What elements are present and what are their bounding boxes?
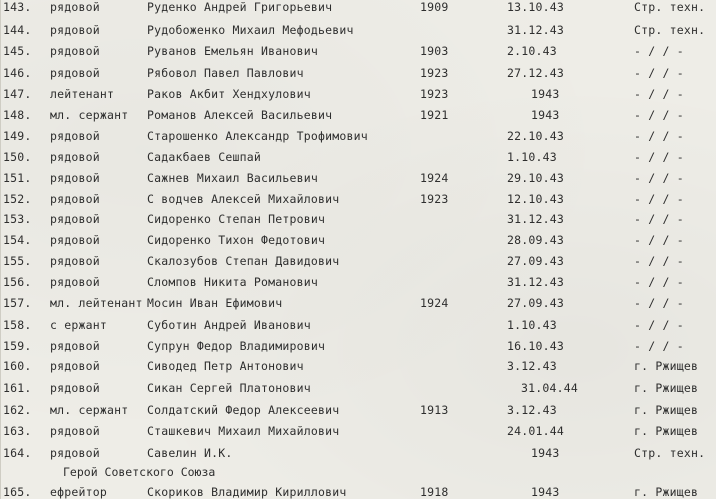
burial-place: - / / - [634,171,684,185]
full-name: Сикан Сергей Платонович [147,381,311,395]
military-rank: рядовой [50,0,100,14]
burial-place: - / / - [634,212,684,226]
table-row [0,443,716,463]
military-rank: мл. сержант [50,403,129,417]
burial-place: г. Ржищев [634,359,699,373]
full-name: Сажнев Михаил Васильевич [147,171,318,185]
death-date: 1943 [531,87,560,101]
death-date: 31.12.43 [507,23,564,37]
table-row [0,356,716,376]
row-number: 152. [3,192,32,206]
hero-note: Герой Советского Союза [63,465,216,479]
birth-year: 1923 [420,66,449,80]
military-rank: рядовой [50,212,100,226]
row-number: 161. [3,381,32,395]
birth-year: 1923 [420,87,449,101]
military-rank: ефрейтор [50,485,107,499]
full-name: Солдатский Федор Алексеевич [147,403,340,417]
burial-place: г. Ржищев [634,485,699,499]
table-row [0,315,716,335]
military-rank: рядовой [50,150,100,164]
row-number: 159. [3,339,32,353]
military-rank: рядовой [50,129,100,143]
burial-place: - / / - [634,150,684,164]
burial-place: г. Ржищев [634,381,699,395]
table-row [0,189,716,209]
military-rank: рядовой [50,233,100,247]
row-number: 154. [3,233,32,247]
death-date: 1943 [531,108,560,122]
death-date: 3.12.43 [507,403,557,417]
military-rank: рядовой [50,44,100,58]
full-name: Руденко Андрей Григорьевич [147,0,333,14]
full-name: Садакбаев Сешпай [147,150,261,164]
full-name: Сидоренко Тихон Федотович [147,233,326,247]
table-row [0,20,716,40]
row-number: 155. [3,254,32,268]
military-rank: рядовой [50,424,100,438]
full-name: Рудобоженко Михаил Мефодьевич [147,23,354,37]
full-name: Сиводед Петр Антонович [147,359,304,373]
full-name: Раков Акбит Хендхулович [147,87,311,101]
table-row [0,400,716,420]
death-date: 29.10.43 [507,171,564,185]
full-name: Супрун Федор Владимирович [147,339,326,353]
burial-place: - / / - [634,129,684,143]
military-rank: мл. сержант [50,108,129,122]
burial-place: Стр. техн. [634,23,706,37]
table-row [0,63,716,83]
death-date: 3.12.43 [507,359,557,373]
military-rank: рядовой [50,171,100,185]
full-name: Сташкевич Михаил Михайлович [147,424,340,438]
death-date: 31.12.43 [507,275,564,289]
death-date: 27.12.43 [507,66,564,80]
table-row [0,168,716,188]
military-rank: рядовой [50,23,100,37]
table-row [0,482,716,499]
full-name: Скориков Владимир Кириллович [147,485,347,499]
birth-year: 1923 [420,192,449,206]
burial-place: - / / - [634,254,684,268]
burial-place: - / / - [634,339,684,353]
row-number: 164. [3,446,32,460]
table-row [0,147,716,167]
full-name: Романов Алексей Васильевич [147,108,333,122]
table-row [0,272,716,292]
death-date: 31.12.43 [507,212,564,226]
burial-place: Стр. техн. [634,0,706,14]
birth-year: 1913 [420,403,449,417]
birth-year: 1918 [420,485,449,499]
row-number: 146. [3,66,32,80]
table-row [0,0,716,17]
full-name: Старошенко Александр Трофимович [147,129,368,143]
row-number: 156. [3,275,32,289]
burial-place: - / / - [634,318,684,332]
row-number: 150. [3,150,32,164]
burial-place: г. Ржищев [634,403,699,417]
death-date: 1943 [531,446,560,460]
military-rank: рядовой [50,275,100,289]
burial-place: Стр. техн. [634,446,706,460]
death-date: 22.10.43 [507,129,564,143]
birth-year: 1924 [420,171,449,185]
death-date: 1943 [531,485,560,499]
table-row [0,105,716,125]
death-date: 2.10.43 [507,44,557,58]
table-row [0,209,716,229]
table-row [0,293,716,313]
military-rank: рядовой [50,192,100,206]
table-row [0,84,716,104]
row-number: 157. [3,296,32,310]
burial-place: - / / - [634,275,684,289]
full-name: Мосин Иван Ефимович [147,296,283,310]
military-rank: с ержант [50,318,107,332]
burial-place: - / / - [634,66,684,80]
row-number: 158. [3,318,32,332]
death-date: 27.09.43 [507,254,564,268]
row-number: 165. [3,485,32,499]
military-rank: рядовой [50,381,100,395]
burial-place: - / / - [634,192,684,206]
row-number: 147. [3,87,32,101]
military-rank: рядовой [50,446,100,460]
death-date: 31.04.44 [521,381,578,395]
row-number: 162. [3,403,32,417]
death-date: 13.10.43 [507,0,564,14]
full-name: Савелин И.К. [147,446,233,460]
full-name: Скалозубов Степан Давидович [147,254,340,268]
death-date: 1.10.43 [507,318,557,332]
birth-year: 1903 [420,44,449,58]
row-number: 151. [3,171,32,185]
row-number: 145. [3,44,32,58]
death-date: 24.01.44 [507,424,564,438]
row-number: 148. [3,108,32,122]
military-rank: рядовой [50,254,100,268]
table-row [0,421,716,441]
table-row [0,336,716,356]
burial-place: - / / - [634,233,684,247]
row-number: 143. [3,0,32,14]
row-number: 153. [3,212,32,226]
military-rank: рядовой [50,66,100,80]
burial-place: - / / - [634,296,684,310]
full-name: Суботин Андрей Иванович [147,318,311,332]
full-name: Руванов Емельян Иванович [147,44,318,58]
birth-year: 1921 [420,108,449,122]
burial-place: - / / - [634,87,684,101]
military-rank: лейтенант [50,87,115,101]
table-row [0,230,716,250]
row-number: 160. [3,359,32,373]
death-date: 27.09.43 [507,296,564,310]
table-row [0,378,716,398]
burial-place: - / / - [634,108,684,122]
full-name: С водчев Алексей Михайлович [147,192,340,206]
table-row [0,126,716,146]
row-number: 144. [3,23,32,37]
full-name: Рябовол Павел Павлович [147,66,304,80]
burial-place: г. Ржищев [634,424,699,438]
military-rank: рядовой [50,339,100,353]
table-row [0,251,716,271]
military-rank: мл. лейтенант [50,296,143,310]
full-name: Сидоренко Степан Петрович [147,212,326,226]
row-number: 163. [3,424,32,438]
burial-place: - / / - [634,44,684,58]
death-date: 16.10.43 [507,339,564,353]
birth-year: 1924 [420,296,449,310]
row-number: 149. [3,129,32,143]
death-date: 12.10.43 [507,192,564,206]
birth-year: 1909 [420,0,449,14]
full-name: Сломпов Никита Романович [147,275,318,289]
death-date: 28.09.43 [507,233,564,247]
death-date: 1.10.43 [507,150,557,164]
table-row [0,41,716,61]
military-rank: рядовой [50,359,100,373]
